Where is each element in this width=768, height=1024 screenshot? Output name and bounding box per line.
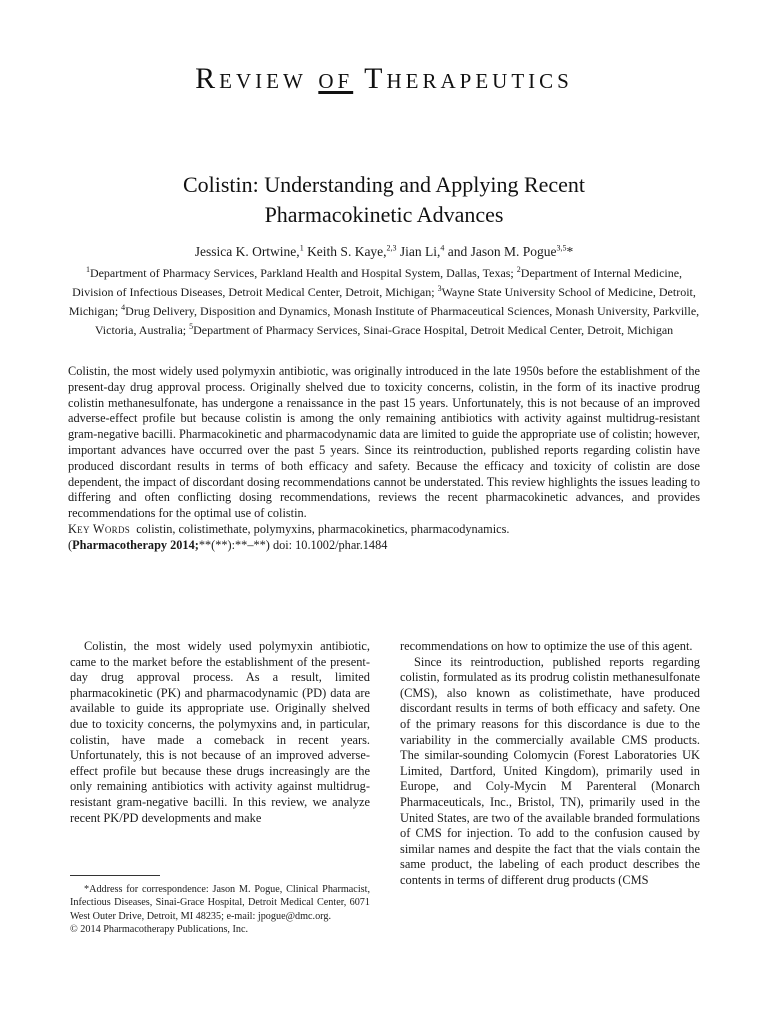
article-title <box>100 170 668 230</box>
body-paragraph: Since its reintroduction, published reports regarding colistin, formulated as its prodrug colistin methanesulfonate (CMS), also known as colistimethate, have produced discordant results in terms of both efficacy and safety. One of the primary reasons for this discordance is due to the variability in the commercially available CMS products. The similar-sounding Colomycin (Forest Laboratories UK Limited, Dartford, United Kingdom), primarily used in Europe, and Coly-Mycin M Parenteral (Monarch Pharmaceuticals, Inc., Bristol, TN), primarily used in the United States, are two of the available branded formulations of CMS for injection. To add to the confusion caused by similar names and despite the fact that the vials contain the same product, the labeling of each product describes the contents in terms of different drug products (CMS <box>400 654 700 887</box>
journal-word-review: Review <box>195 62 307 95</box>
affiliation-text: Department of Internal Medicine, Division of Infectious Diseases, Detroit Medical Center, Detroit, Michigan; <box>72 266 683 299</box>
author-affiliation-marker: 1 <box>299 243 304 253</box>
affiliations <box>64 264 704 340</box>
affiliation-text: Department of Pharmacy Services, Sinai-Grace Hospital, Detroit Medical Center, Detroit, Michigan <box>193 323 674 337</box>
abstract <box>68 364 700 554</box>
journal-word-of: of <box>318 62 354 95</box>
author-affiliation-marker: 3,5 <box>556 243 567 253</box>
author-affiliation-marker: 2,3 <box>386 243 397 253</box>
article-title-line-2: Pharmacokinetic Advances <box>264 202 504 227</box>
keywords-label: Key Words <box>68 521 131 536</box>
author-affiliation-marker: 4 <box>440 243 445 253</box>
abstract-text: Colistin, the most widely used polymyxin antibiotic, was originally introduced in the late 1950s before the establishment of the present-day drug approval process. Originally shelved due to toxicity concerns, colistin, in the form of its inactive prodrug colistin methanesulfonate, has undergone a renaissance in the past 15 years. Unfortunately, this is not because of an improved adverse-effect profile but because colistin is among the only remaining antibiotics with activity against multidrug-resistant gram-negative bacilli. Pharmacokinetic and pharmacodynamic data are limited to guide the appropriate use of colistin; however, important advances have occurred over the past 5 years. Since its reintroduction, published reports regarding colistin have produced discordant results in terms of both efficacy and safety. Because the efficacy and toxicity of colistin are dose dependent, the impact of discordant dosing recommendations cannot be understated. This review highlights the issues leading to differing and often conflicting dosing recommendations, reviews the recent pharmacokinetic advances, and provides recommendations for the optimal use of colistin. <box>68 364 700 521</box>
keywords-text: colistin, colistimethate, polymyxins, pharmacokinetics, pharmacodynamics. <box>136 521 510 536</box>
citation-line: (Pharmacotherapy 2014;**(**):**–**) doi: 10.1002/phar.1484 <box>68 537 388 552</box>
affiliation-marker: 4 <box>121 303 126 312</box>
affiliation-marker: 2 <box>516 265 521 274</box>
correspondence-note: *Address for correspondence: Jason M. Pogue, Clinical Pharmacist, Infectious Diseases, Sinai-Grace Hospital, Detroit Medical Center, 6071 West Outer Drive, Detroit, MI 48235; e-mail: jpogue@dmc.org. <box>70 884 370 922</box>
article-title-line-1: Colistin: Understanding and Applying Recent <box>182 172 586 197</box>
affiliation-marker: 3 <box>437 284 442 293</box>
affiliation-text: Drug Delivery, Disposition and Dynamics, Monash Institute of Pharmaceutical Sciences, Monash University, Parkville, Victoria, Australia; <box>94 304 700 337</box>
affiliation-marker: 1 <box>85 265 90 274</box>
author-name: and Jason M. Pogue <box>447 244 557 259</box>
journal-word-therapeutics: Therapeutics <box>364 62 573 95</box>
footnote <box>70 883 370 937</box>
copyright-note: © 2014 Pharmacotherapy Publications, Inc. <box>70 924 249 936</box>
affiliation-text: Department of Pharmacy Services, Parkland Health and Hospital System, Dallas, Texas; <box>89 266 517 280</box>
affiliation-text: Wayne State University School of Medicine, Detroit, Michigan; <box>68 285 696 318</box>
body-column-left <box>70 639 370 826</box>
footnote-divider <box>70 875 160 876</box>
author-list <box>60 243 708 261</box>
citation-journal: Pharmacotherapy 2014; <box>72 537 199 552</box>
author-name: Jessica K. Ortwine, <box>194 244 300 259</box>
affiliation-marker: 5 <box>189 322 194 331</box>
body-column-right <box>400 639 700 889</box>
body-paragraph: recommendations on how to optimize the use of this agent. <box>400 639 693 653</box>
corresponding-author-marker: * <box>566 244 574 259</box>
citation-doi: **(**):**–**) doi: 10.1002/phar.1484 <box>198 537 388 552</box>
keywords-line <box>68 522 700 538</box>
author-name: Jian Li, <box>399 244 441 259</box>
body-paragraph: Colistin, the most widely used polymyxin antibiotic, came to the market before the establishment of the present-day drug approval process. As a result, limited pharmacokinetic (PK) and pharmacodynamic (PD) data are available to guide its appropriate use. Originally shelved due to toxicity concerns, the polymyxins and, in particular, colistin, have made a comeback in recent years. Unfortunately, this is not because of an improved adverse-effect profile but because these drugs increasingly are the only remaining antibiotics with activity against multidrug-resistant gram-negative bacilli. In this review, we analyze recent PK/PD developments and make <box>70 639 370 825</box>
author-name: Keith S. Kaye, <box>307 244 387 259</box>
journal-name <box>0 62 768 96</box>
